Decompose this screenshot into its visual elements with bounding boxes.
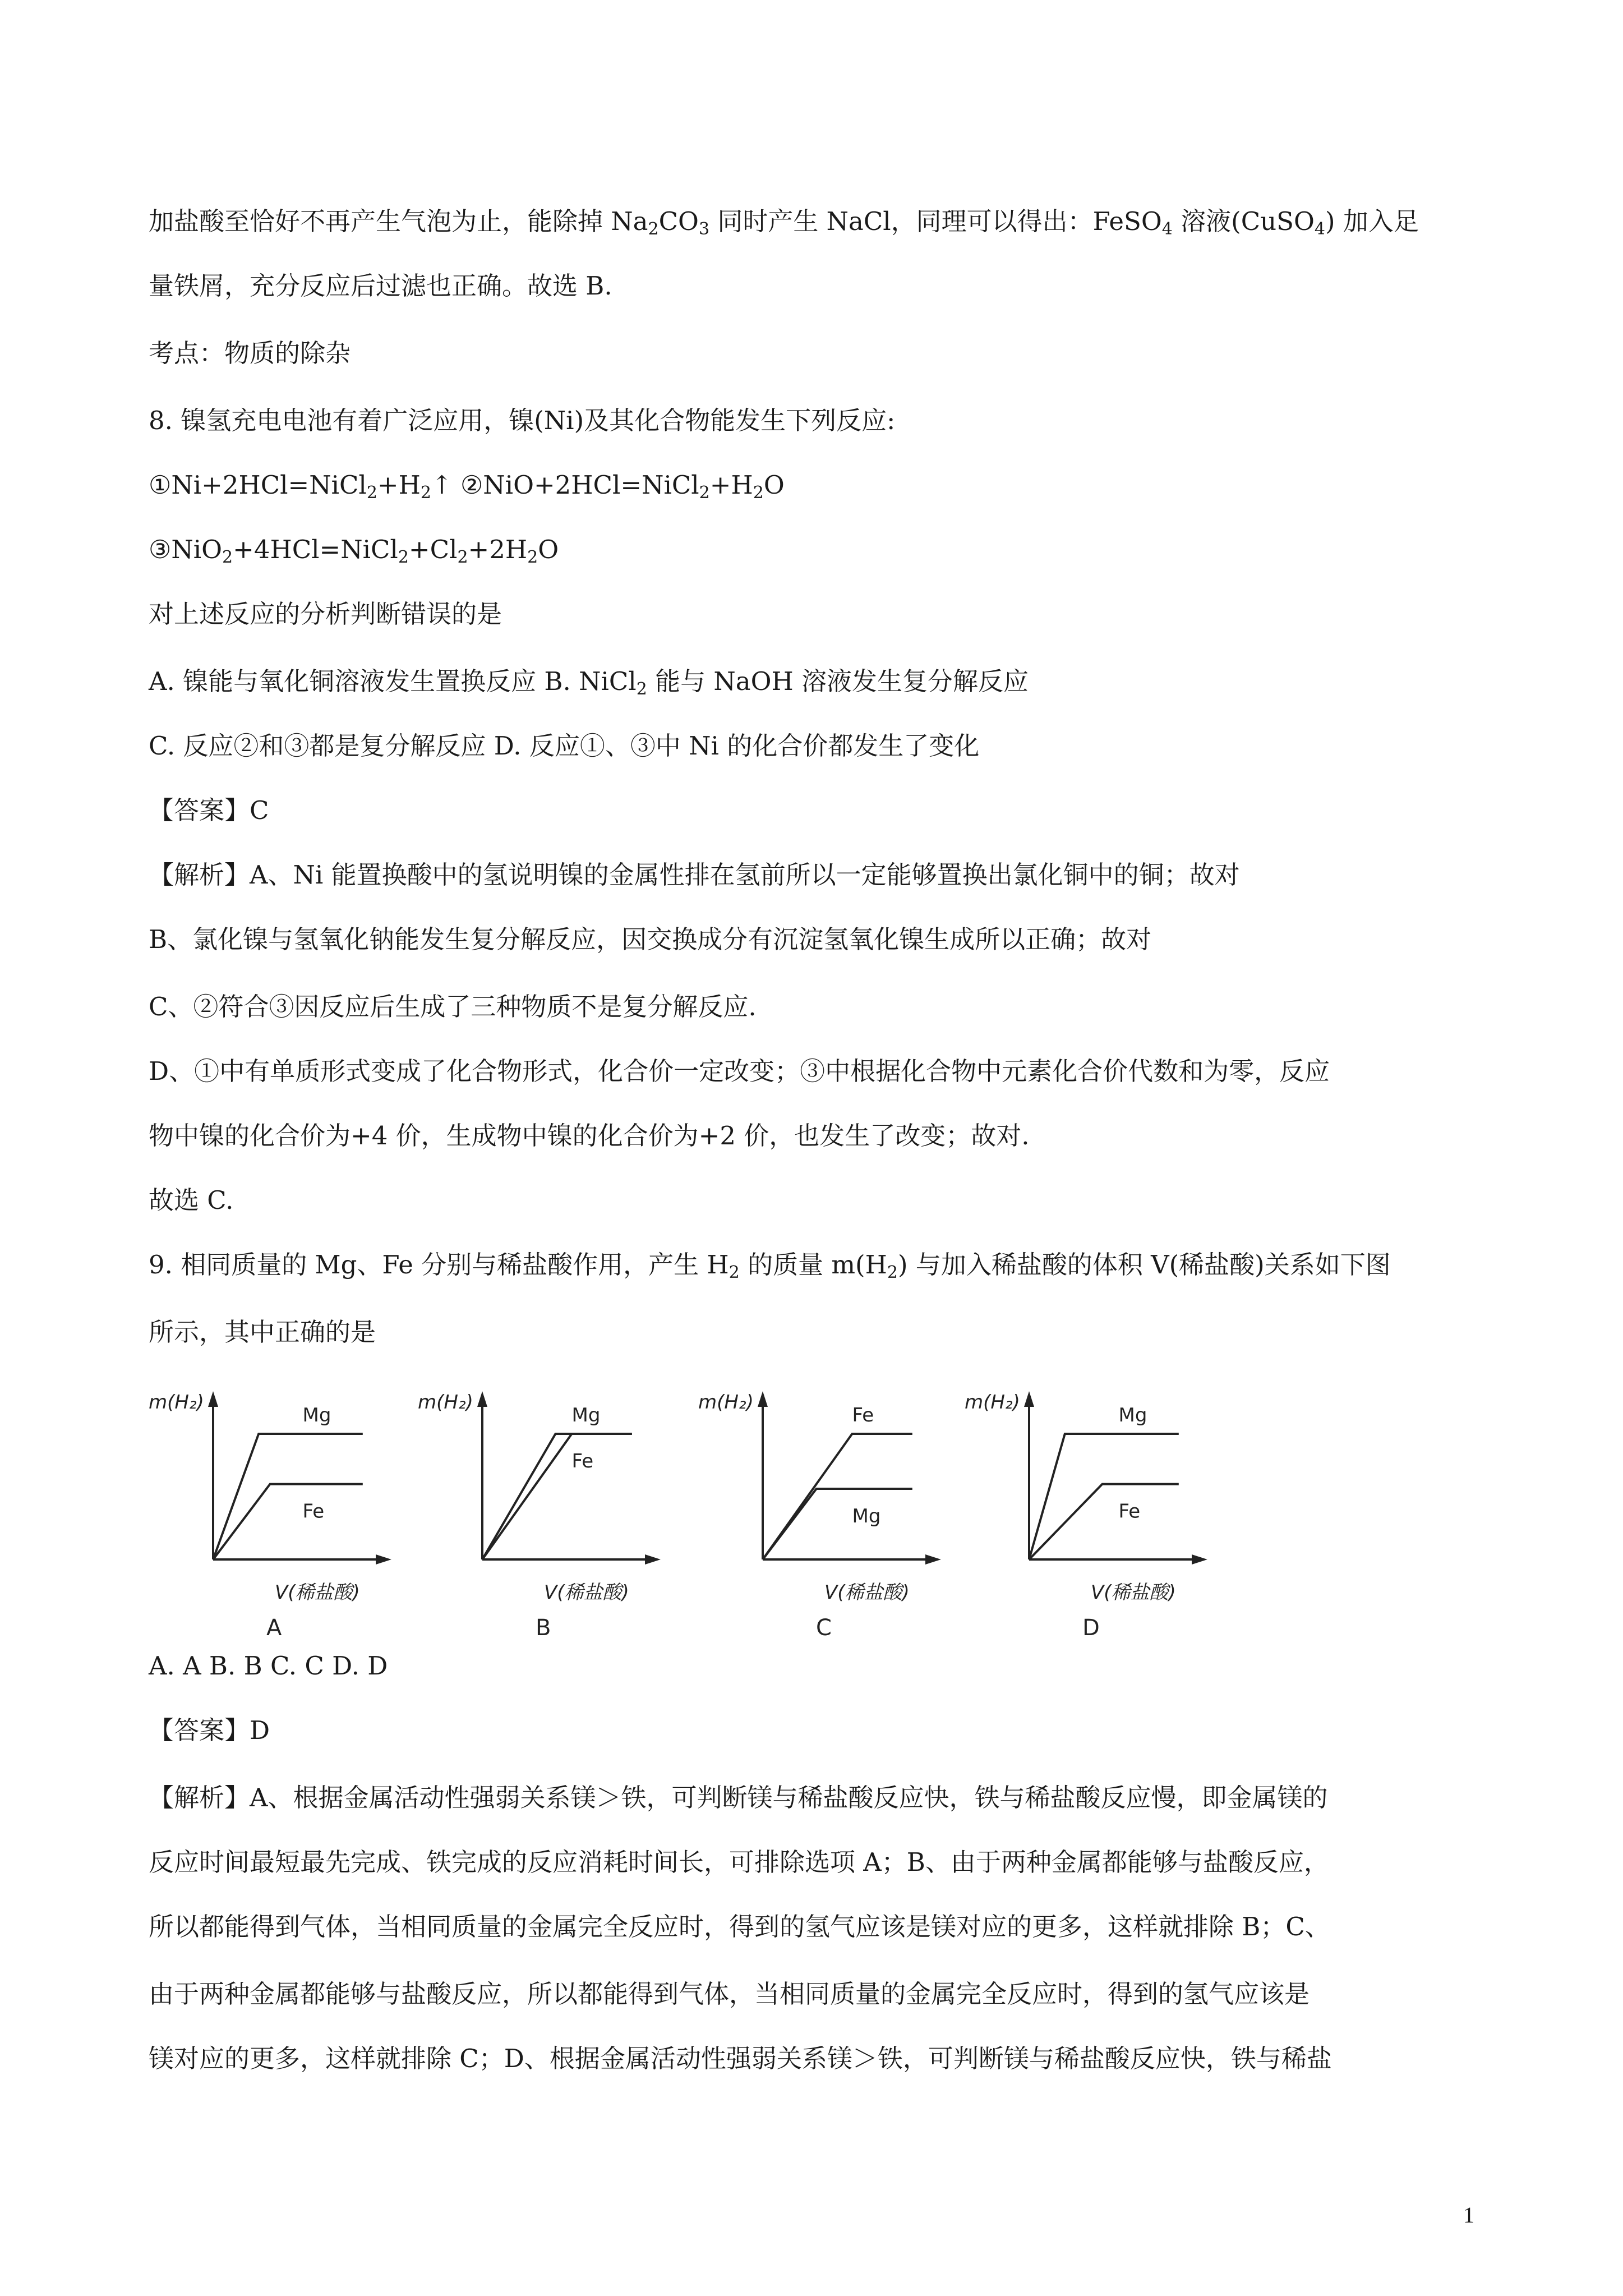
text-run: +Cl xyxy=(408,535,458,564)
text-run: 加盐酸至恰好不再产生气泡为止，能除掉 Na xyxy=(149,206,648,236)
subscript: 2 xyxy=(648,219,659,239)
text-line xyxy=(149,1977,1310,2011)
y-axis-label: m(H₂) xyxy=(418,1391,473,1414)
text-line xyxy=(149,729,979,763)
subscript: 2 xyxy=(527,547,538,567)
text-run: 【解析】A、Ni 能置换酸中的氢说明镍的金属性排在氢前所以一定能够置换出氯化铜中的铜；故对 xyxy=(149,860,1240,890)
subscript: 2 xyxy=(222,547,233,567)
graph-a xyxy=(149,1374,390,1641)
text-line xyxy=(149,923,1151,956)
subscript: 2 xyxy=(753,483,764,503)
upper-series-label: Mg xyxy=(302,1404,331,1427)
text-line xyxy=(149,1714,270,1747)
y-axis-arrow xyxy=(758,1391,768,1407)
text-line xyxy=(149,990,757,1024)
x-axis-label: V(稀盐酸) xyxy=(275,1581,360,1604)
text-run: 考点：物质的除杂 xyxy=(149,338,351,368)
text-line xyxy=(149,597,502,631)
text-line xyxy=(149,1846,1329,1879)
text-line xyxy=(149,1315,376,1349)
text-run: D、①中有单质形式变成了化合物形式，化合价一定改变；③中根据化合物中元素化合价代数和为零，反应 xyxy=(149,1056,1330,1086)
text-run: 8. 镍氢充电电池有着广泛应用，镍(Ni)及其化合物能发生下列反应: xyxy=(149,406,896,435)
text-line xyxy=(149,533,559,567)
text-line xyxy=(149,1119,1030,1153)
graph-b-svg xyxy=(418,1374,659,1641)
x-axis-arrow xyxy=(376,1554,391,1565)
lower-series-label: Fe xyxy=(1118,1500,1141,1523)
upper-series-label: Fe xyxy=(852,1404,874,1427)
text-line xyxy=(149,404,895,438)
text-run: A. A B. B C. C D. D xyxy=(149,1651,388,1681)
text-run: A. 镍能与氧化铜溶液发生置换反应 B. NiCl xyxy=(149,666,637,696)
text-run: 故选 C. xyxy=(149,1185,234,1215)
text-run: 对上述反应的分析判断错误的是 xyxy=(149,599,502,629)
text-run: 能与 NaOH 溶液发生复分解反应 xyxy=(647,666,1029,696)
graph-c xyxy=(698,1374,939,1641)
graph-c-svg xyxy=(698,1374,939,1641)
text-run: ) 与加入稀盐酸的体积 V(稀盐酸)关系如下图 xyxy=(897,1250,1391,1280)
y-axis-arrow xyxy=(208,1391,218,1407)
fe-series-line xyxy=(482,1434,632,1559)
subscript: 2 xyxy=(699,483,710,503)
fe-series-line xyxy=(1029,1484,1179,1559)
text-run: 【答案】D xyxy=(149,1715,270,1745)
text-line xyxy=(149,1910,1330,1944)
y-axis-label: m(H₂) xyxy=(965,1391,1020,1414)
subscript: 4 xyxy=(1314,219,1325,239)
text-line xyxy=(149,1248,1391,1282)
text-run: ①Ni+2HCl=NiCl xyxy=(149,470,367,500)
lower-series-label: Fe xyxy=(302,1500,325,1523)
mg-series-line xyxy=(213,1434,363,1559)
subscript: 4 xyxy=(1161,219,1173,239)
lower-series-label: Fe xyxy=(571,1450,594,1473)
mg-series-line xyxy=(1029,1434,1179,1559)
text-line xyxy=(149,794,269,827)
graph-letter: A xyxy=(266,1615,282,1641)
page-number: 1 xyxy=(1463,2202,1474,2228)
x-axis-label: V(稀盐酸) xyxy=(824,1581,910,1604)
x-axis-arrow xyxy=(1192,1554,1207,1565)
text-run: 溶液(CuSO xyxy=(1172,206,1315,236)
text-run: O xyxy=(538,535,559,564)
text-line xyxy=(149,665,1029,698)
y-axis-label: m(H₂) xyxy=(698,1391,754,1414)
text-run: 由于两种金属都能够与盐酸反应，所以都能得到气体，当相同质量的金属完全反应时，得到的氢气应该是 xyxy=(149,1979,1310,2009)
text-run: ③NiO xyxy=(149,535,223,564)
subscript: 2 xyxy=(366,483,377,503)
text-run: 物中镍的化合价为+4 价，生成物中镍的化合价为+2 价，也发生了改变；故对. xyxy=(149,1121,1030,1151)
text-run: +4HCl=NiCl xyxy=(233,535,398,564)
subscript: 2 xyxy=(887,1263,898,1282)
subscript: 3 xyxy=(698,219,710,239)
text-run: C、②符合③因反应后生成了三种物质不是复分解反应. xyxy=(149,992,757,1022)
text-run: 镁对应的更多，这样就排除 C；D、根据金属活动性强弱关系镁＞铁，可判断镁与稀盐酸反应快，铁与稀盐 xyxy=(149,2044,1332,2073)
text-line xyxy=(149,858,1240,892)
graph-letter: D xyxy=(1082,1615,1100,1641)
text-run: O xyxy=(763,470,785,500)
graph-d xyxy=(965,1374,1206,1641)
subscript: 2 xyxy=(636,679,647,699)
text-run: 【答案】C xyxy=(149,795,269,825)
upper-series-label: Mg xyxy=(1118,1404,1147,1427)
text-run: 同时产生 NaCl，同理可以得出：FeSO xyxy=(709,206,1162,236)
subscript: 2 xyxy=(457,547,468,567)
text-run: +2H xyxy=(468,535,528,564)
y-axis-label: m(H₂) xyxy=(149,1391,204,1414)
text-run: 反应时间最短最先完成、铁完成的反应消耗时间长，可排除选项 A；B、由于两种金属都能够与盐酸反应， xyxy=(149,1847,1329,1877)
x-axis-label: V(稀盐酸) xyxy=(1091,1581,1176,1604)
text-line xyxy=(149,1781,1328,1815)
text-run: B、氯化镍与氢氧化钠能发生复分解反应，因交换成分有沉淀氢氧化镍生成所以正确；故对 xyxy=(149,924,1152,954)
text-run: +H xyxy=(377,470,421,500)
text-line xyxy=(149,269,612,303)
text-run: C. 反应②和③都是复分解反应 D. 反应①、③中 Ni 的化合价都发生了变化 xyxy=(149,731,980,761)
subscript: 2 xyxy=(398,547,409,567)
text-run: 所以都能得到气体，当相同质量的金属完全反应时，得到的氢气应该是镁对应的更多，这样就排除 B；C、 xyxy=(149,1912,1330,1941)
text-line xyxy=(149,337,351,370)
text-run: 的质量 m(H xyxy=(739,1250,887,1280)
x-axis-arrow xyxy=(925,1554,941,1565)
y-axis-arrow xyxy=(1024,1391,1034,1407)
subscript: 2 xyxy=(728,1263,740,1282)
text-run: CO xyxy=(658,206,699,236)
x-axis-label: V(稀盐酸) xyxy=(544,1581,629,1604)
graph-d-svg xyxy=(965,1374,1206,1641)
text-run: 量铁屑，充分反应后过滤也正确。故选 B. xyxy=(149,271,612,301)
text-run: ) 加入足 xyxy=(1325,206,1419,236)
text-line xyxy=(149,468,785,502)
mg-series-line xyxy=(763,1489,912,1559)
text-run: +H xyxy=(709,470,753,500)
lower-series-label: Mg xyxy=(852,1505,881,1527)
text-run: 9. 相同质量的 Mg、Fe 分别与稀盐酸作用，产生 H xyxy=(149,1250,729,1280)
graph-letter: C xyxy=(816,1615,832,1641)
y-axis-arrow xyxy=(477,1391,487,1407)
text-line xyxy=(149,1649,388,1683)
text-run: 所示，其中正确的是 xyxy=(149,1317,376,1347)
text-run: 【解析】A、根据金属活动性强弱关系镁＞铁，可判断镁与稀盐酸反应快，铁与稀盐酸反应慢，即金属镁的 xyxy=(149,1783,1328,1812)
graph-letter: B xyxy=(536,1615,551,1641)
text-line xyxy=(149,205,1419,238)
text-line xyxy=(149,1184,233,1217)
subscript: 2 xyxy=(420,483,431,503)
text-line xyxy=(149,1055,1330,1088)
text-run: ↑ ②NiO+2HCl=NiCl xyxy=(431,470,699,500)
graph-a-svg xyxy=(149,1374,390,1641)
graph-b xyxy=(418,1374,659,1641)
upper-series-label: Mg xyxy=(571,1404,601,1427)
fe-series-line xyxy=(763,1434,912,1559)
x-axis-arrow xyxy=(645,1554,661,1565)
text-line xyxy=(149,2042,1332,2076)
